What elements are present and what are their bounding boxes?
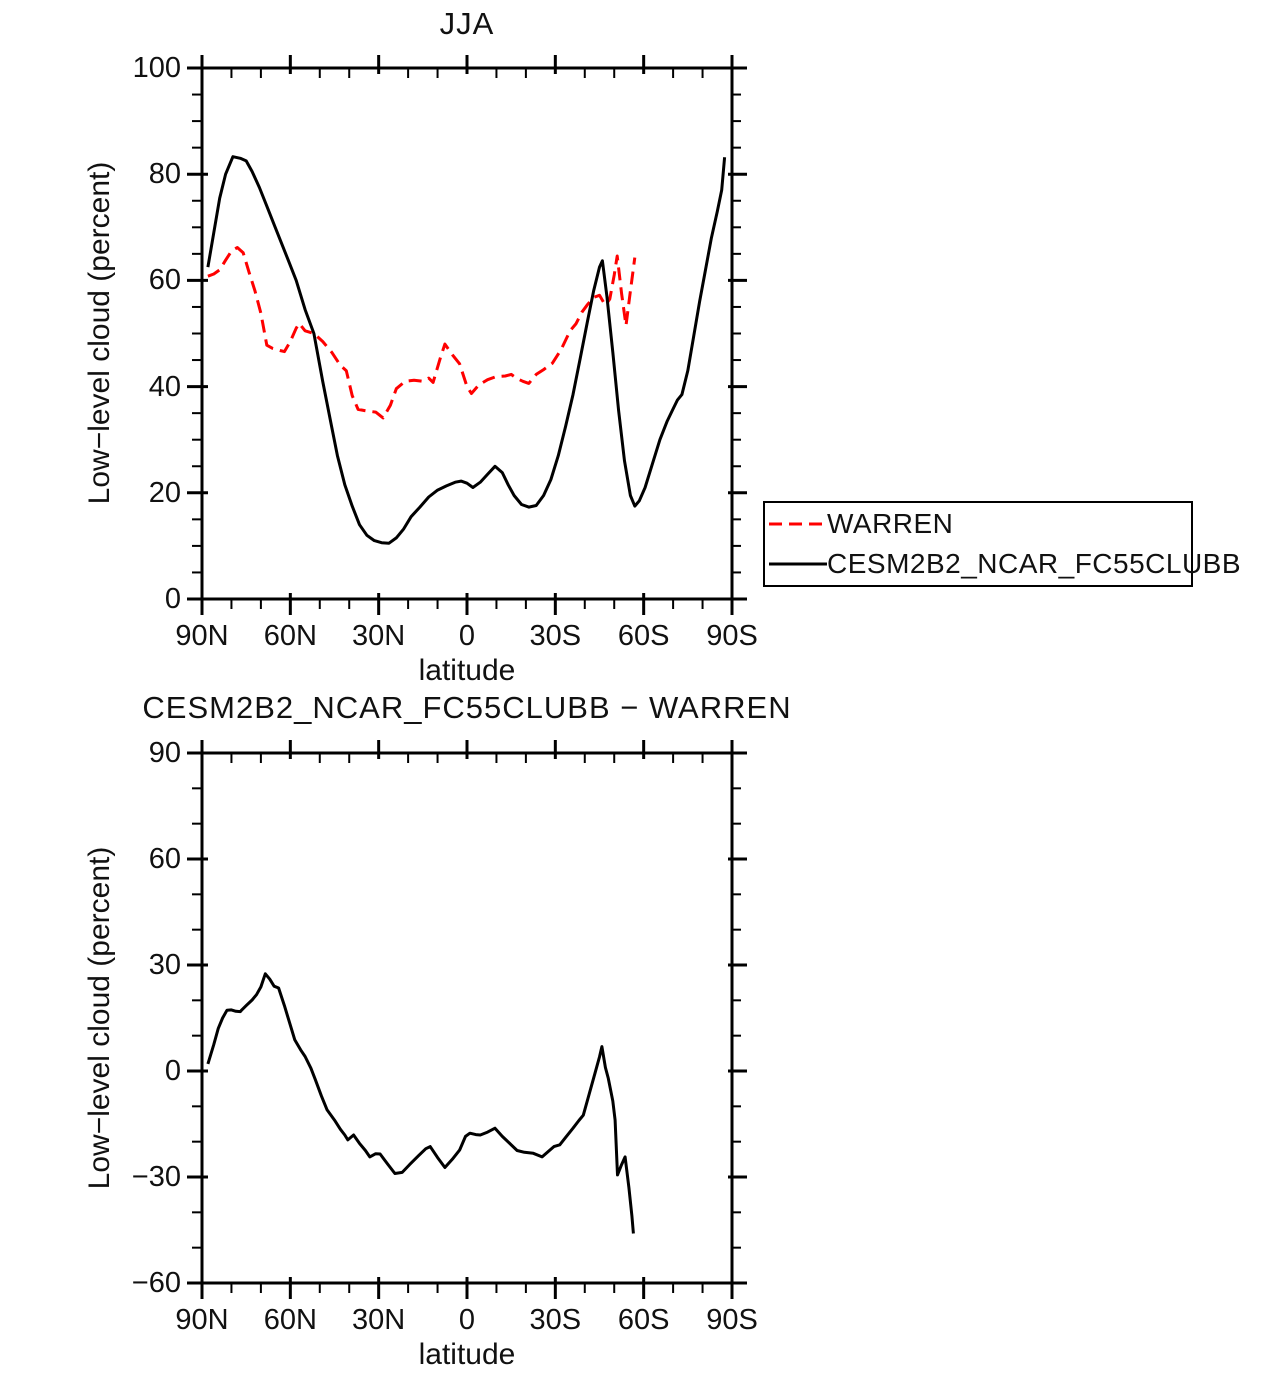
- x-tick-label: 30S: [529, 1304, 582, 1336]
- x-tick-label: 90N: [175, 620, 229, 652]
- x-tick-label: 60S: [617, 1304, 670, 1336]
- y-tick-label: 90: [148, 737, 181, 769]
- x-tick-label: 0: [458, 620, 476, 652]
- x-tick-label: 30N: [352, 620, 406, 652]
- x-tick-label: 60N: [263, 1304, 317, 1336]
- top-y-axis-title: Low−level cloud (percent): [83, 161, 116, 505]
- x-tick-label: 30N: [352, 1304, 406, 1336]
- y-tick-label: 40: [148, 370, 181, 403]
- x-tick-label: 0: [458, 1304, 476, 1336]
- legend-box: [763, 501, 1242, 587]
- bottom-panel-title: CESM2B2_NCAR_FC55CLUBB − WARREN: [142, 690, 792, 725]
- y-tick-label: 0: [164, 583, 181, 615]
- top-x-axis-title: latitude: [418, 654, 516, 687]
- y-tick-label: 80: [148, 158, 181, 191]
- x-tick-label: 60N: [263, 620, 317, 652]
- legend-entry-warren: [765, 504, 1191, 544]
- x-tick-label: 60S: [617, 620, 670, 652]
- y-tick-label: −60: [131, 1267, 181, 1299]
- bottom-y-axis-title: Low−level cloud (percent): [83, 846, 116, 1190]
- y-tick-label: 60: [148, 264, 181, 297]
- x-tick-label: 30S: [529, 620, 582, 652]
- y-tick-label: 0: [164, 1055, 181, 1087]
- y-tick-label: −30: [131, 1161, 181, 1193]
- bottom-x-axis-title: latitude: [418, 1338, 516, 1371]
- y-tick-label: 60: [148, 843, 181, 875]
- legend-entry-cesm2b2: [765, 544, 1242, 584]
- cesm2b2-solid-line-sample: [769, 560, 827, 568]
- legend-label-warren: WARREN: [827, 508, 954, 539]
- x-tick-label: 90S: [706, 620, 758, 652]
- y-tick-label: 20: [148, 476, 181, 509]
- x-tick-label: 90S: [706, 1304, 758, 1336]
- legend-label-cesm2b2: CESM2B2_NCAR_FC55CLUBB: [827, 548, 1242, 579]
- x-tick-label: 90N: [175, 1304, 229, 1336]
- y-tick-label: 100: [132, 52, 181, 84]
- warren-dashed-line-sample: [769, 520, 827, 528]
- y-tick-label: 30: [148, 949, 181, 981]
- top-panel-title: JJA: [439, 6, 495, 41]
